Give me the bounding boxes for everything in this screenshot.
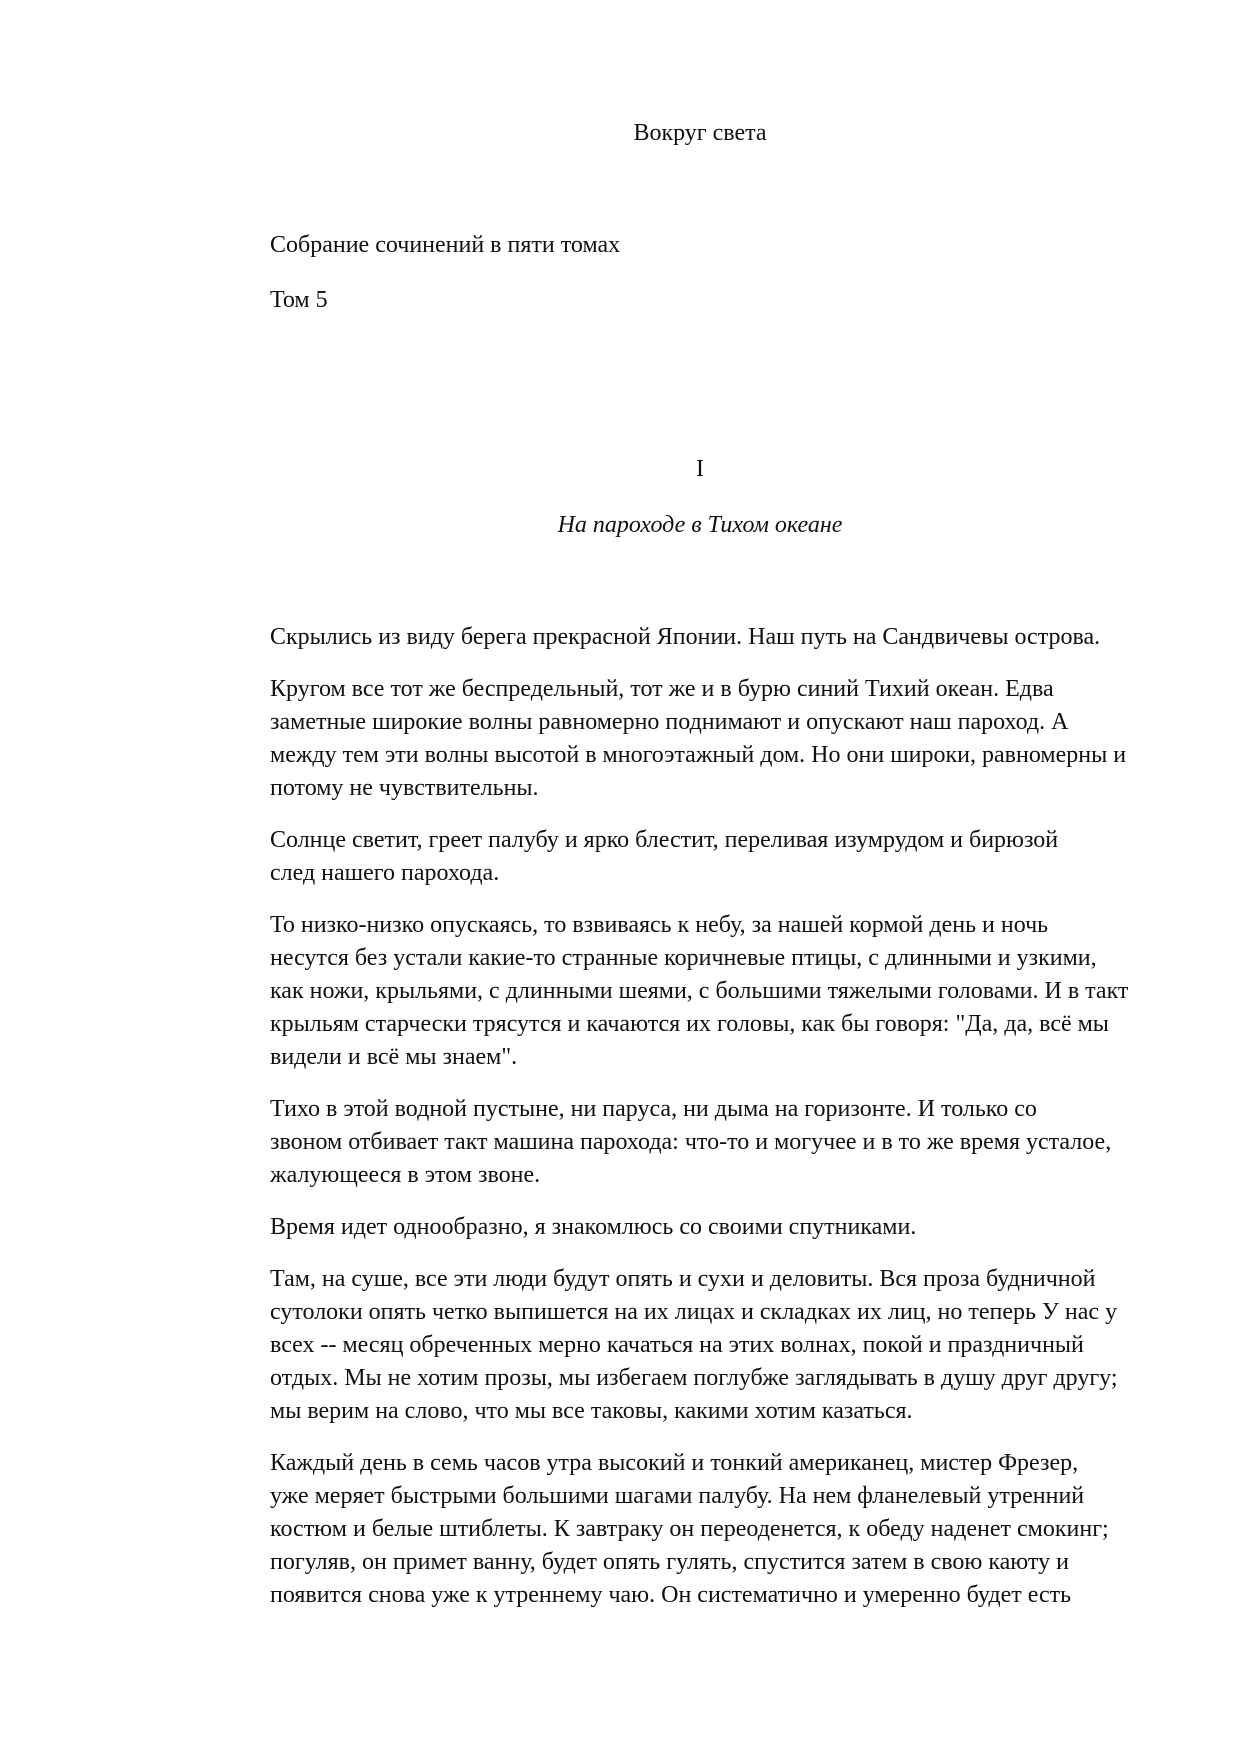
text-line: Тихо в этой водной пустыне, ни паруса, ни дыма на горизонте. И только со <box>270 1096 1037 1122</box>
text-line: видели и всё мы знаем". <box>270 1044 518 1070</box>
text-line: Время идет однообразно, я знакомлюсь со своими спутниками. <box>270 1214 917 1240</box>
text-line: То низко-низко опускаясь, то взвиваясь к небу, за нашей кормой день и ночь <box>270 912 1049 938</box>
text-line: Там, на суше, все эти люди будут опять и сухи и деловиты. Вся проза будничной <box>270 1266 1096 1292</box>
chapter-title: На пароходе в Тихом океане <box>557 512 843 538</box>
text-line: появится снова уже к утреннему чаю. Он систематично и умеренно будет есть <box>270 1582 1072 1608</box>
text-line: мы верим на слово, что мы все таковы, какими хотим казаться. <box>270 1398 913 1424</box>
text-line: Кругом все тот же беспредельный, тот же и в бурю синий Тихий океан. Едва <box>270 676 1054 702</box>
chapter-number: I <box>696 456 704 482</box>
paragraph <box>252 909 1152 1074</box>
chapter-body <box>252 621 1152 1631</box>
volume-label: Том 5 <box>270 287 328 313</box>
collection-title: Собрание сочинений в пяти томах <box>270 232 621 258</box>
paragraph <box>252 673 1152 805</box>
text-line: отдых. Мы не хотим прозы, мы избегаем поглубже заглядывать в душу друг другу; <box>270 1365 1118 1391</box>
paragraph <box>252 1447 1152 1612</box>
text-line: жалующееся в этом звоне. <box>270 1162 541 1188</box>
text-line: между тем эти волны высотой в многоэтажный дом. Но они широки, равномерны и <box>270 742 1127 768</box>
text-line: как ножи, крыльями, с длинными шеями, с большими тяжелыми головами. И в такт <box>270 978 1129 1004</box>
text-line: крыльям старчески трясутся и качаются их головы, как бы говоря: "Да, да, всё мы <box>270 1011 1109 1037</box>
text-line: сутолоки опять четко выпишется на их лицах и складках их лиц, но теперь У нас у <box>270 1299 1118 1325</box>
book-title: Вокруг света <box>633 120 767 146</box>
text-line: Каждый день в семь часов утра высокий и тонкий американец, мистер Фрезер, <box>270 1450 1079 1476</box>
text-line: всех -- месяц обреченных мерно качаться на этих волнах, покой и праздничный <box>270 1332 1084 1358</box>
text-line: потому не чувствительны. <box>270 775 539 801</box>
paragraph <box>252 621 1152 654</box>
paragraph <box>252 824 1152 890</box>
paragraph <box>252 1211 1152 1244</box>
text-line: несутся без устали какие-то странные коричневые птицы, с длинными и узкими, <box>270 945 1097 971</box>
text-line: Скрылись из виду берега прекрасной Японии. Наш путь на Сандвичевы острова. <box>270 624 1101 650</box>
paragraph <box>252 1093 1152 1192</box>
paragraph <box>252 1263 1152 1428</box>
text-line: погуляв, он примет ванну, будет опять гулять, спустится затем в свою каюту и <box>270 1549 1069 1575</box>
text-line: след нашего парохода. <box>270 860 500 886</box>
text-line: уже меряет быстрыми большими шагами палубу. На нем фланелевый утренний <box>270 1483 1085 1509</box>
text-line: звоном отбивает такт машина парохода: что-то и могучее и в то же время усталое, <box>270 1129 1112 1155</box>
text-line: Солнце светит, греет палубу и ярко блестит, переливая изумрудом и бирюзой <box>270 827 1059 853</box>
text-line: костюм и белые штиблеты. К завтраку он переоденется, к обеду наденет смокинг; <box>270 1516 1109 1542</box>
text-line: заметные широкие волны равномерно поднимают и опускают наш пароход. А <box>270 709 1069 735</box>
